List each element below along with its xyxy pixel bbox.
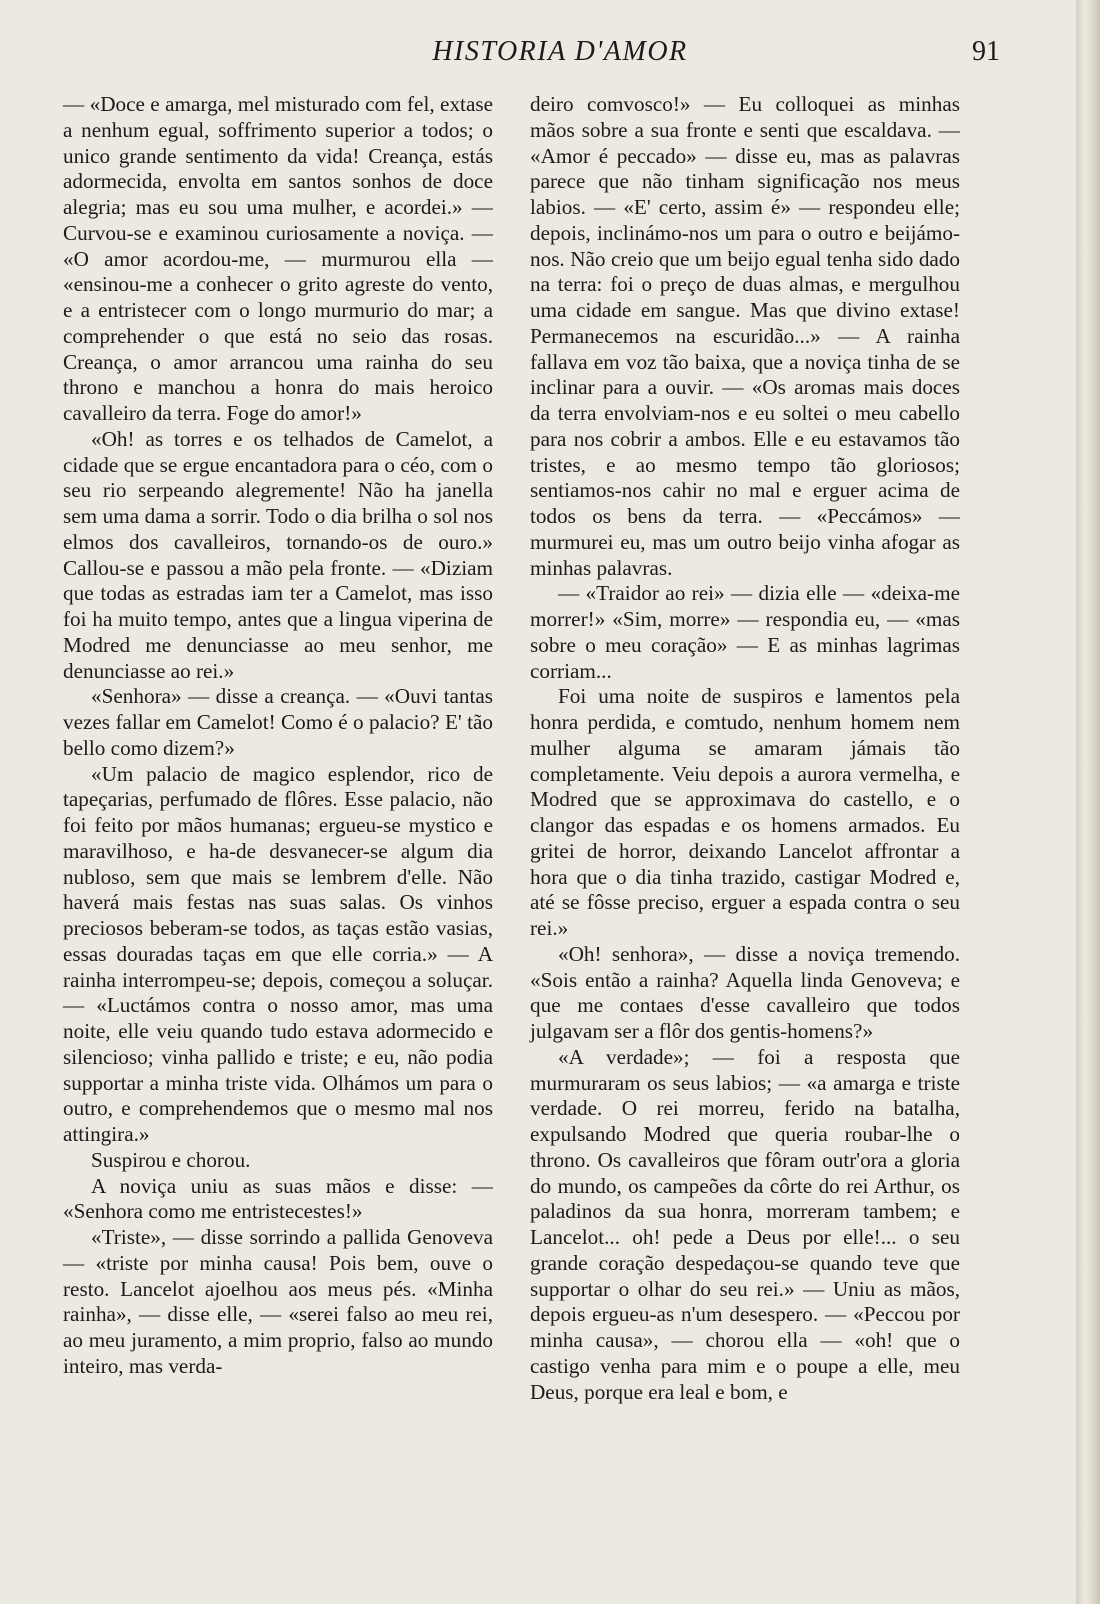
right-column <box>530 92 960 1405</box>
paragraph: «Oh! senhora», — disse a noviça tremendo. «Sois então a rainha? Aquella linda Genoveva; e que me contaes d'esse cavalleiro que todos julgavam ser a flôr dos gentis-homens?» <box>530 941 960 1043</box>
left-column <box>63 92 493 1380</box>
paragraph: A noviça uniu as suas mãos e disse: — «Senhora como me entristecestes!» <box>63 1173 493 1224</box>
paragraph: «Um palacio de magico esplendor, rico de tapeçarias, perfumado de flôres. Esse palacio, não foi feito por mãos humanas; ergueu-se mystico e maravilhoso, e ha-de desvanecer-se algum dia nubloso, sem que mais se lembrem d'elle. Não haverá mais festas nas suas salas. Os vinhos preciosos beberam-se todos, as taças estão vasias, essas douradas taças em que elle corria.» — A rainha interrompeu-se; depois, começou a soluçar. — «Luctámos contra o nosso amor, mas uma noite, elle veiu quando tudo estava adormecido e silencioso; vinha pallido e triste; e eu, não podia supportar a minha triste vida. Olhámos um para o outro, e comprehendemos que o mesmo mal nos attingira.» <box>63 761 493 1146</box>
paragraph: Foi uma noite de suspiros e lamentos pela honra perdida, e comtudo, nenhum homem nem mulher alguma se amaram jámais tão completamente. Veiu depois a aurora vermelha, e Modred que se approximava do castello, e o clangor das espadas e os homens armados. Eu gritei de horror, deixando Lancelot affrontar a hora que o dia tinha trazido, castigar Modred e, até se fôsse preciso, erguer a espada contra o seu rei.» <box>530 684 960 940</box>
page-edge <box>1076 0 1100 1604</box>
paragraph: deiro comvosco!» — Eu colloquei as minhas mãos sobre a sua fronte e senti que escaldava. — «Amor é peccado» — disse eu, mas as palavras parece que não tinham significação nos meus labios. — «E' certo, assim é» — respondeu elle; depois, inclinámo-nos um para o outro e beijámo-nos. Não creio que um beijo egual tenha sido dado na terra: foi o preço de duas almas, e mergulhou uma cidade em sangue. Mas que divino extase! Permanecemos na escuridão...» — A rainha fallava em voz tão baixa, que a noviça tinha de se inclinar para a ouvir. — «Os aromas mais doces da terra envolviam-nos e eu soltei o meu cabello para nos cobrir a ambos. Elle e eu estavamos tão tristes, e ao mesmo tempo tão gloriosos; sentiamos-nos cahir no mal e erguer acima de todos os bens da terra. — «Peccámos» — murmurei eu, mas um outro beijo vinha afogar as minhas palavras. <box>530 92 960 580</box>
running-title: HISTORIA D'AMOR <box>432 36 688 67</box>
paragraph: Suspirou e chorou. <box>91 1147 251 1172</box>
page-header <box>60 36 1060 76</box>
paragraph: «A verdade»; — foi a resposta que murmuraram os seus labios; — «a amarga e triste verdade. O rei morreu, ferido na batalha, expulsando Modred que queria roubar-lhe o throno. Os cavalleiros que fôram outr'ora a gloria do mundo, os campeões da côrte do rei Arthur, os paladinos da sua honra, morreram tambem; e Lancelot... oh! pede a Deus por elle!... o seu grande coração despedaçou-se quando teve que supportar o olhar do seu rei.» — Uniu as mãos, depois ergueu-as n'um desespero. — «Peccou por minha causa», — chorou ella — «oh! que o castigo venha para mim e o poupe a elle, meu Deus, porque era leal e bom, e <box>530 1044 960 1404</box>
page-number: 91 <box>972 36 1000 67</box>
paragraph: — «Traidor ao rei» — dizia elle — «deixa-me morrer!» «Sim, morre» — respondia eu, — «mas sobre o meu coração» — E as minhas lagrimas corriam... <box>530 581 960 683</box>
paragraph: «Triste», — disse sorrindo a pallida Genoveva — «triste por minha causa! Pois bem, ouve o resto. Lancelot ajoelhou aos meus pés. «Minha rainha», — disse elle, — «serei falso ao meu rei, ao meu juramento, a mim proprio, falso ao mundo inteiro, mas verda- <box>63 1225 493 1378</box>
paragraph: — «Doce e amarga, mel misturado com fel, extase a nenhum egual, soffrimento superior a todos; o unico grande sentimento da vida! Creança, estás adormecida, envolta em santos sonhos de doce alegria; mas eu sou uma mulher, e acordei.» — Curvou-se e examinou curiosamente a noviça. — «O amor acordou-me, — murmurou ella — «ensinou-me a conhecer o grito agreste do vento, e a entristecer com o longo murmurio do mar; a comprehender o que está no seio das rosas. Creança, o amor arrancou uma rainha do seu throno e manchou a honra do mais heroico cavalleiro da terra. Foge do amor!» <box>63 92 493 425</box>
paragraph: «Senhora» — disse a creança. — «Ouvi tantas vezes fallar em Camelot! Como é o palacio? E' tão bello como dizem?» <box>63 684 493 760</box>
paragraph: «Oh! as torres e os telhados de Camelot, a cidade que se ergue encantadora para o céo, com o seu rio serpeando alegremente! Não ha janella sem uma dama a sorrir. Todo o dia brilha o sol nos elmos dos cavalleiros, tornando-os de ouro.» Callou-se e passou a mão pela fronte. — «Diziam que todas as estradas iam ter a Camelot, mas isso foi ha muito tempo, antes que a lingua viperina de Modred me denunciasse ao meu senhor, me denunciasse ao rei.» <box>63 426 493 683</box>
